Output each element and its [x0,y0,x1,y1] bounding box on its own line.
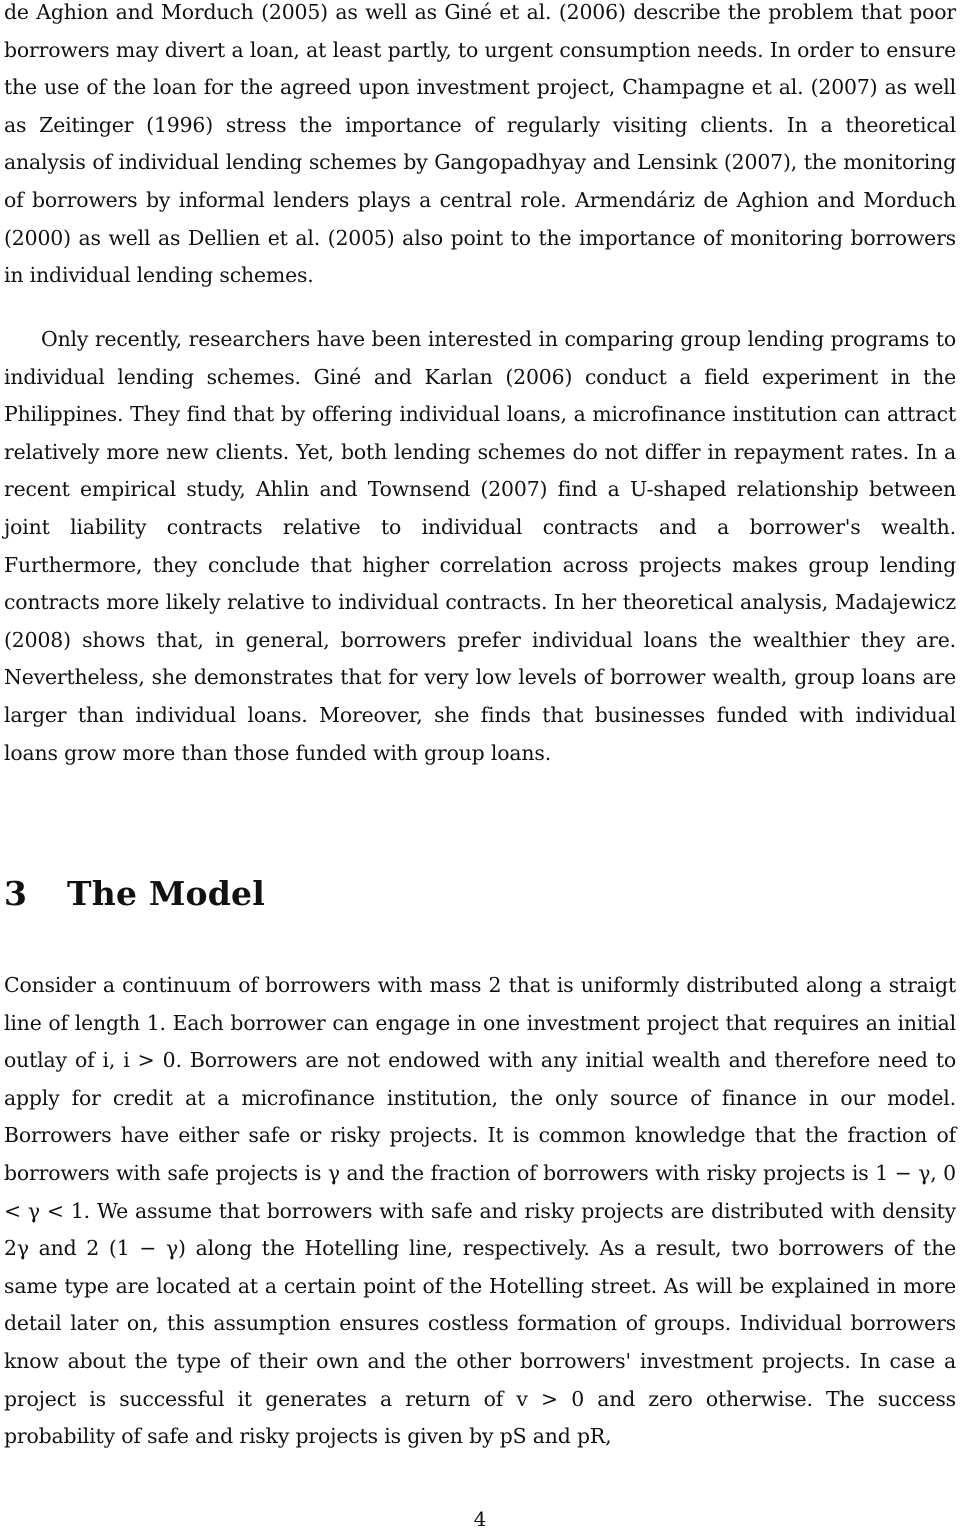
paragraph-group-vs-individual: Only recently, researchers have been interested in comparing group lending programs to individual lending schemes. Giné and Karlan (2006) conduct a field experiment in the Philippines. They find that by offering individual loans, a microfinance institution can attract relatively more new clients. Yet, both lending schemes do not differ in repayment rates. In a recent empirical study, Ahlin and Townsend (2007) find a U-shaped relationship between joint liability contracts relative to individual contracts and a borrower's wealth. Furthermore, they conclude that higher correlation across projects makes group lending contracts more likely relative to individual contracts. In her theoretical analysis, Madajewicz (2008) shows that, in general, borrowers prefer individual loans the wealthier they are. Nevertheless, she demonstrates that for very low levels of borrower wealth, group loans are larger than individual loans. Moreover, she finds that businesses funded with individual loans grow more than those funded with group loans. [4,327,956,765]
paragraph-model-setup: Consider a continuum of borrowers with mass 2 that is uniformly distributed along a straigt line of length 1. Each borrower can engage in one investment project that requires an initial outlay of i, i > 0. Borrowers are not endowed with any initial wealth and therefore need to apply for credit at a microfinance institution, the only source of finance in our model. Borrowers have either safe or risky projects. It is common knowledge that the fraction of borrowers with safe projects is γ and the fraction of borrowers with risky projects is 1 − γ, 0 < γ < 1. We assume that borrowers with safe and risky projects are distributed with density 2γ and 2 (1 − γ) along the Hotelling line, respectively. As a result, two borrowers of the same type are located at a certain point of the Hotelling street. As will be explained in more detail later on, this assumption ensures costless formation of groups. Individual borrowers know about the type of their own and the other borrowers' investment projects. In case a project is successful it generates a return of v > 0 and zero otherwise. The success probability of safe and risky projects is given by pS and pR, [4,973,956,1449]
section-heading [4,872,265,916]
section-title: The Model [67,874,265,913]
paragraph-literature-monitoring: de Aghion and Morduch (2005) as well as Giné et al. (2006) describe the problem that poor borrowers may divert a loan, at least partly, to urgent consumption needs. In order to ensure the use of the loan for the agreed upon investment project, Champagne et al. (2007) as well as Zeitinger (1996) stress the importance of regularly visiting clients. In a theoretical analysis of individual lending schemes by Gangopadhyay and Lensink (2007), the monitoring of borrowers by informal lenders plays a central role. Armendáriz de Aghion and Morduch (2000) as well as Dellien et al. (2005) also point to the importance of monitoring borrowers in individual lending schemes. [4,0,956,288]
page-number: 4 [473,1507,487,1531]
section-number: 3 [4,874,28,913]
